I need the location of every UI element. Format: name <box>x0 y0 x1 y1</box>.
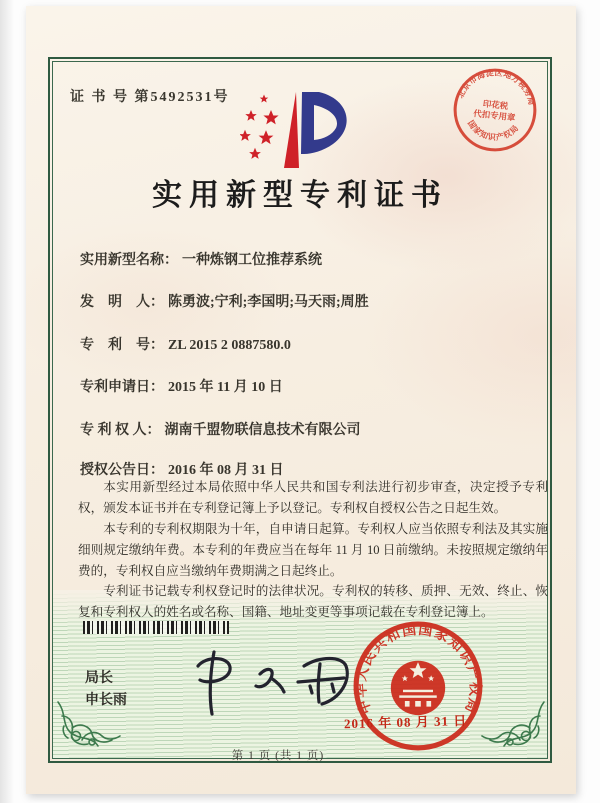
field-label: 实用新型名称： <box>80 253 178 268</box>
certificate-number: 证 书 号 第5492531号 <box>70 90 230 105</box>
tax-seal-center-line1: 印花税 <box>482 98 509 112</box>
field-label: 专 利 号： <box>80 338 164 353</box>
tax-seal-ring-top: 北京市海淀区地方税务局 <box>455 68 537 107</box>
patent-logo <box>240 90 371 172</box>
national-emblem-icon <box>391 661 445 715</box>
certificate-paper <box>26 6 576 794</box>
body-paragraph: 专利证书记载专利权登记时的法律状况。专利权的转移、质押、无效、终止、恢复和专利权人的姓名或名称、国籍、地址变更等事项记载在专利登记簿上。 <box>78 584 548 620</box>
director-name: 申长雨 <box>85 692 127 708</box>
field-value: 湖南千盟物联信息技术有限公司 <box>164 423 361 438</box>
field-value: 一种炼钢工位推荐系统 <box>182 253 322 268</box>
tax-seal-ring-bottom: 国家知识产权局 <box>465 118 521 143</box>
logo-wedge-icon <box>284 92 299 168</box>
field-value: ZL 2015 2 0887580.0 <box>168 338 291 353</box>
field-value: 2015 年 11 月 10 日 <box>168 380 283 395</box>
field-row <box>80 291 530 311</box>
field-label: 授权公告日： <box>80 463 164 478</box>
field-label: 发 明 人： <box>80 295 164 310</box>
field-value: 陈勇波;宁利;李国明;马天雨;周胜 <box>168 295 369 310</box>
field-row <box>80 376 530 396</box>
field-row <box>80 419 530 439</box>
office-seal-ring-text: 中华人民共和国国家知识产权局 <box>353 621 483 717</box>
office-seal-date: 2016 年 08 月 31 日 <box>343 713 468 732</box>
tax-stamp-seal <box>444 59 545 160</box>
body-paragraph: 本实用新型经过本局依照中华人民共和国专利法进行初步审查，决定授予专利权，颁发本证书并在专利登记簿上予以登记。专利权自授权公告之日起生效。 <box>78 480 548 515</box>
field-row <box>80 249 530 269</box>
field-row <box>80 459 530 479</box>
field-label: 专利申请日： <box>80 380 164 395</box>
certificate-body <box>78 477 548 623</box>
field-value: 2016 年 08 月 31 日 <box>168 463 284 478</box>
page-footer: 第 1 页 (共 1 页) <box>231 750 325 762</box>
body-paragraph: 本专利的专利权期限为十年，自申请日起算。专利权人应当依照专利法及其实施细则规定缴纳年费。本专利的年费应当在每年 11 月 10 日前缴纳。未按照规定缴纳年费的，专利权自应当缴纳年费期满之日起终止。 <box>78 521 548 578</box>
tax-seal-center-line2: 代扣专用章 <box>472 108 516 123</box>
director-title: 局长 <box>85 671 113 686</box>
stars-icon <box>240 95 279 159</box>
certificate-title: 实用新型专利证书 <box>152 179 448 212</box>
director-signature <box>176 640 371 720</box>
corner-ornament-left-icon <box>52 682 126 756</box>
field-label: 专 利 权 人： <box>80 423 161 438</box>
barcode <box>83 621 229 634</box>
logo-p-icon <box>301 92 347 154</box>
corner-ornament-right-icon <box>476 682 550 756</box>
field-row <box>80 334 530 354</box>
office-seal <box>343 611 493 761</box>
